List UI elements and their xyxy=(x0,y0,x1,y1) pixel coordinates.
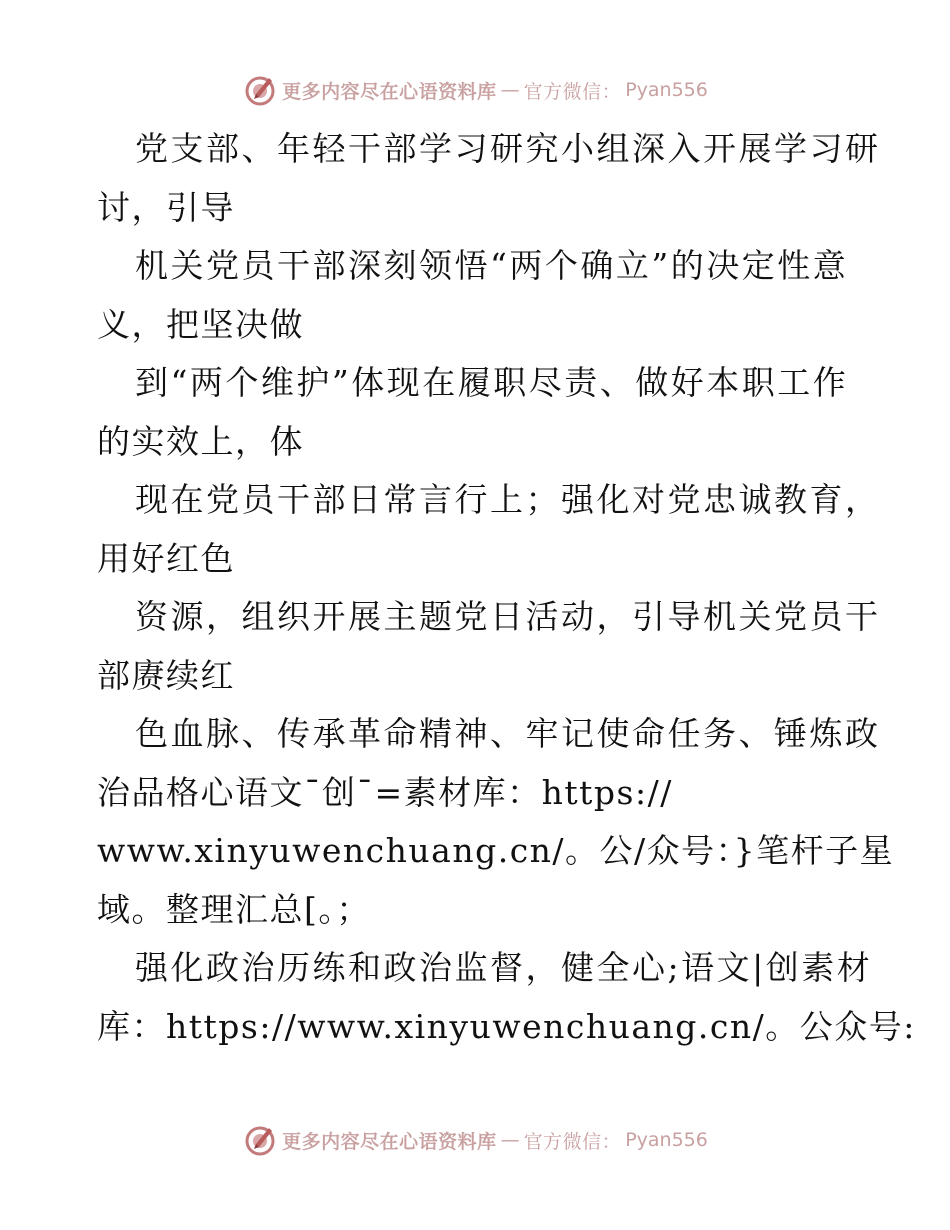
body-line: www.xinyuwenchuang.cn/。公/众号：}笔杆子星 xyxy=(97,831,895,870)
header-wechat-label: 官方微信： xyxy=(523,80,622,103)
pen-logo-icon xyxy=(242,72,278,108)
footer-brand-text: 更多内容尽在心语资料库 xyxy=(282,1130,497,1153)
body-line: 的实效上，体 xyxy=(97,421,304,461)
footer-watermark-banner xyxy=(0,1120,950,1160)
body-line: 机关党员干部深刻领悟“两个确立”的决定性意 xyxy=(135,246,849,285)
header-wechat-handle: Pyan556 xyxy=(625,79,708,101)
body-line: 强化政治历练和政治监督，健全心;语文|创素材 xyxy=(135,948,873,987)
body-line: 现在党员干部日常言行上；强化对党忠诚教育， xyxy=(135,480,881,519)
body-line: 党支部、年轻干部学习研究小组深入开展学习研 xyxy=(135,129,881,168)
body-line: 资源，组织开展主题党日活动，引导机关党员干 xyxy=(135,597,881,636)
header-brand-text: 更多内容尽在心语资料库 xyxy=(282,80,497,103)
body-line: 到“两个维护”体现在履职尽责、做好本职工作 xyxy=(135,363,849,402)
pen-logo-icon xyxy=(242,1122,278,1158)
header-dash: — xyxy=(500,79,520,101)
header-watermark-banner xyxy=(0,70,950,110)
body-line: 用好红色 xyxy=(97,538,235,578)
body-line: 部赓续红 xyxy=(97,655,235,695)
body-line: 讨，引导 xyxy=(97,187,235,227)
footer-wechat-handle: Pyan556 xyxy=(625,1129,708,1151)
body-line: 域。整理汇总[。； xyxy=(97,889,371,929)
body-line: 义，把坚决做 xyxy=(97,304,304,344)
footer-dash: — xyxy=(500,1129,520,1151)
body-line: 库：https://www.xinyuwenchuang.cn/。公众号: xyxy=(97,1006,916,1046)
body-line: 色血脉、传承革命精神、牢记使命任务、锤炼政 xyxy=(135,714,881,753)
document-body xyxy=(97,120,916,1056)
body-line: 治品格心语文¯创¯=素材库：https:// xyxy=(97,772,673,812)
footer-wechat-label: 官方微信： xyxy=(523,1130,622,1153)
